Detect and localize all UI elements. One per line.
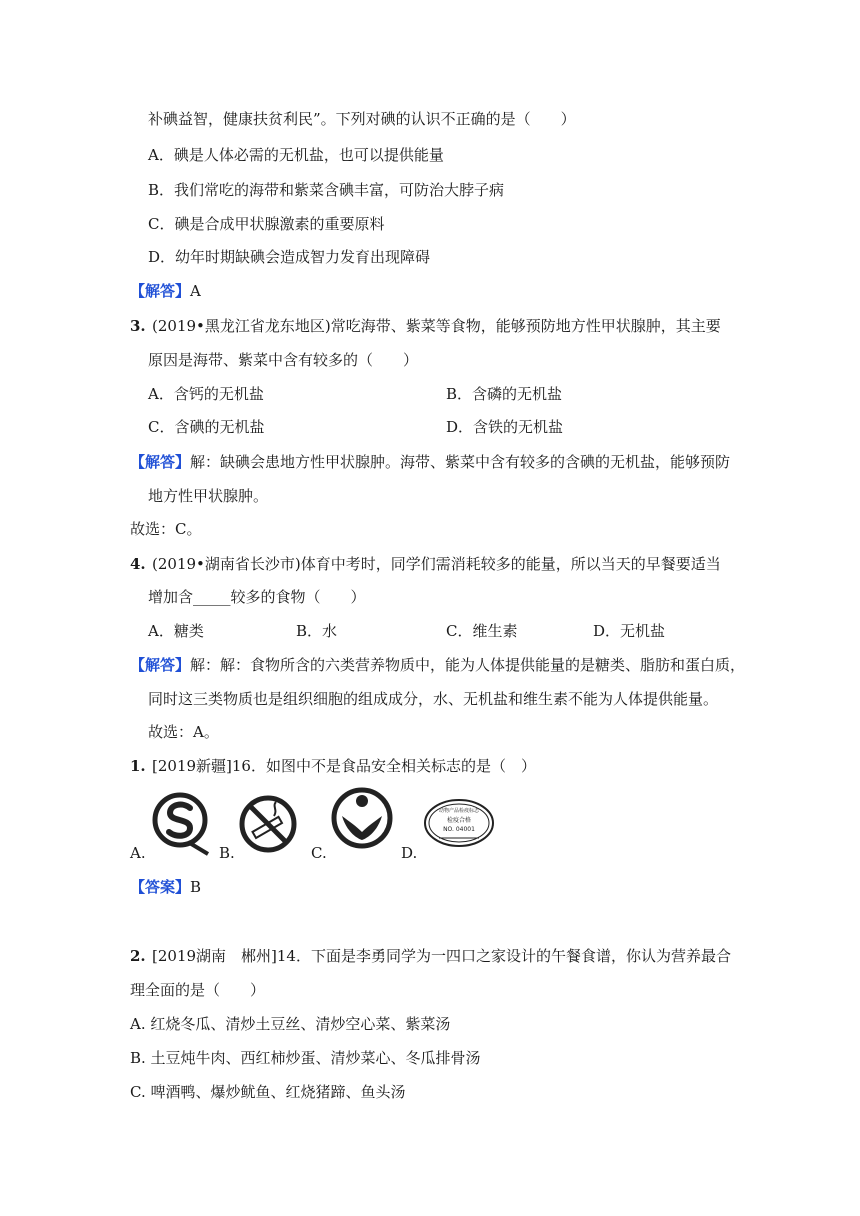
- green-food-logo-icon: [330, 786, 394, 854]
- q-iodine-option-b: B．我们常吃的海带和紫菜含碘丰富，可防治大脖子病: [148, 181, 505, 199]
- answer-tag: 【解答】: [130, 656, 191, 674]
- q4-option-d: D．无机盐: [593, 622, 666, 640]
- q2-option-a: A. 红烧冬瓜、清炒土豆丝、清炒空心菜、紫菜汤: [130, 1015, 451, 1033]
- q-iodine-option-d: D．幼年时期缺碘会造成智力发育出现障碍: [148, 248, 431, 266]
- q1-option-c-letter: C.: [311, 844, 327, 862]
- q2-option-b: B. 土豆炖牛肉、西红柿炒蛋、清炒菜心、冬瓜排骨汤: [130, 1049, 481, 1067]
- q1-stem: [2019新疆]16．如图中不是食品安全相关标志的是（ ）: [152, 757, 536, 775]
- q3-option-a: A．含钙的无机盐: [148, 385, 264, 403]
- q4-option-a: A．糖类: [148, 622, 204, 640]
- q1-number: 1.: [130, 757, 146, 775]
- stamp-header-text: 动物产品检疫标志: [438, 808, 480, 814]
- q3-stem-line1: (2019•黑龙江省龙东地区)常吃海带、紫菜等食物，能够预防地方性甲状腺肿，其主要: [152, 317, 721, 335]
- answer-tag: 【答案】: [130, 878, 191, 896]
- q4-answer-line1: [130, 654, 745, 676]
- answer-value: B: [190, 878, 202, 896]
- stamp-number-text: NO. 04001: [443, 826, 475, 833]
- q4-option-c: C．维生素: [446, 622, 518, 640]
- q1-option-d-letter: D.: [401, 844, 418, 862]
- no-smoking-sign-icon: [238, 794, 298, 858]
- q4-option-b: B．水: [296, 622, 338, 640]
- answer-tag: 【解答】: [130, 453, 191, 471]
- q4-choice: 故选：A。: [148, 723, 219, 741]
- q3-answer-line2: 地方性甲状腺肿。: [148, 487, 269, 505]
- q2-stem-line2: 理全面的是（ ）: [130, 981, 266, 999]
- q3-answer-line1: [130, 451, 730, 473]
- q-iodine-stem: 补碘益智，健康扶贫利民”。下列对碘的认识不正确的是（ ）: [148, 110, 576, 128]
- q3-stem-line2: 原因是海带、紫菜中含有较多的（ ）: [148, 351, 419, 369]
- stamp-passed-text: 检疫合格: [446, 817, 472, 824]
- q1-answer: [130, 876, 201, 898]
- q2-number: 2.: [130, 947, 146, 965]
- q3-number: 3.: [130, 317, 146, 335]
- q2-stem-line1: [2019湖南 郴州]14．下面是李勇同学为一四口之家设计的午餐食谱，你认为营养最合: [152, 947, 731, 965]
- answer-text: 解：解：食物所含的六类营养物质中，能为人体提供能量的是糖类、脂肪和蛋白质，: [190, 656, 746, 674]
- q3-option-c: C．含碘的无机盐: [148, 418, 265, 436]
- q3-option-b: B．含磷的无机盐: [446, 385, 563, 403]
- q-iodine-option-c: C．碘是合成甲状腺激素的重要原料: [148, 215, 385, 233]
- q3-option-d: D．含铁的无机盐: [446, 418, 564, 436]
- q2-option-c: C. 啤酒鸭、爆炒鱿鱼、红烧猪蹄、鱼头汤: [130, 1083, 406, 1101]
- q4-stem-line1: (2019•湖南省长沙市)体育中考时，同学们需消耗较多的能量，所以当天的早餐要适当: [152, 555, 721, 573]
- q3-choice: 故选：C。: [130, 520, 202, 538]
- answer-value: A: [190, 282, 201, 300]
- q1-option-a-letter: A.: [130, 844, 146, 862]
- q4-answer-line2: 同时这三类物质也是组织细胞的组成成分，水、无机盐和维生素不能为人体提供能量。: [148, 690, 719, 708]
- answer-tag: 【解答】: [130, 282, 191, 300]
- q-iodine-option-a: A．碘是人体必需的无机盐，也可以提供能量: [148, 146, 444, 164]
- answer-text: 解：缺碘会患地方性甲状腺肿。海带、紫菜中含有较多的含碘的无机盐，能够预防: [190, 453, 731, 471]
- q-iodine-answer: [130, 280, 201, 302]
- q4-stem-line2: 增加含_____较多的食物（ ）: [148, 588, 366, 606]
- q4-number: 4.: [130, 555, 146, 573]
- quarantine-stamp-icon: [423, 798, 495, 852]
- q1-option-b-letter: B.: [219, 844, 235, 862]
- qs-quality-logo-icon: [150, 790, 212, 860]
